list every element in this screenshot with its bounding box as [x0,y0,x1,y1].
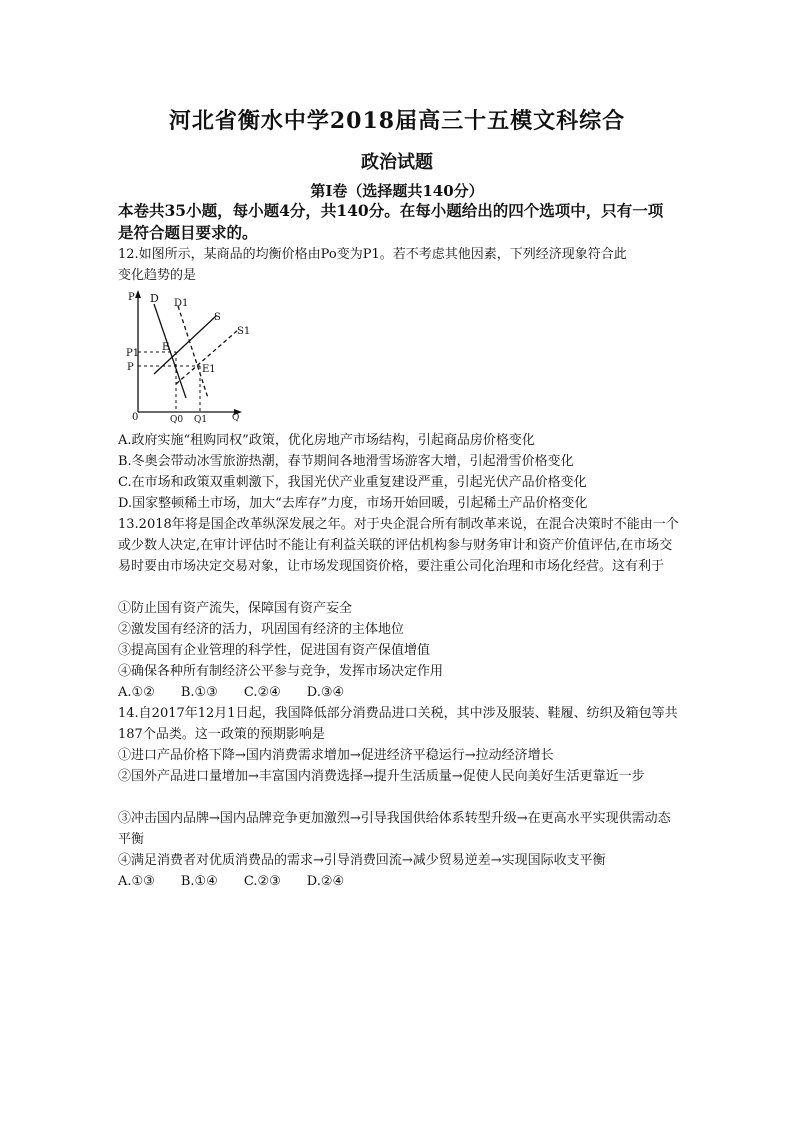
p-axis-arrow [135,290,141,298]
label-q0: Q0 [170,415,184,425]
q14-choice-c: C.②③ [243,874,281,889]
q14-choice-d: D.②④ [306,874,345,889]
q13-choice-a: A.①② [118,685,155,700]
q14-item-2: ②国外产品进口量增加→丰富国内消费选择→提升生活质量→促使人民向美好生活更靠近一步 [118,769,645,784]
label-e1: E1 [202,364,216,375]
q13-item-4: ④确保各种所有制经济公平参与竞争，发挥市场决定作用 [118,664,444,679]
q12-stem-line2: 变化趋势的是 [118,268,197,283]
q12-option-a: A.政府实施“租购同权”政策，优化房地产市场结构，引起商品房价格变化 [118,433,535,448]
label-q-axis: Q [232,413,240,423]
q14-stem: 14.自2017年12月1日起，我国降低部分消费品进口关税，其中涉及服装、鞋履、纺织及箱包等共187个品类。这一政策的预期影响是 [118,706,678,742]
supply-curve-s1 [176,330,238,384]
label-p1: P1 [126,348,140,359]
exam-subtitle: 政治试题 [361,152,433,173]
demand-curve-d [154,304,186,398]
q14-choices [118,871,370,892]
q13-choice-b: B.①③ [180,685,218,700]
instructions: 本卷共35小题，每小题4分，共140分。在每小题给出的四个选项中，只有一项是符合题目要求的。 [118,201,664,242]
label-p: P [127,362,134,373]
label-d: D [150,292,159,305]
section-heading: 第Ⅰ卷（选择题共140分） [310,182,484,200]
label-s1: S1 [237,326,251,337]
q12-option-c: C.在市场和政策双重刺激下，我国光伏产业重复建设严重，引起光伏产品价格变化 [118,475,587,490]
label-d1: D1 [174,298,189,309]
q14-item-4: ④满足消费者对优质消费品的需求→引导消费回流→减少贸易逆差→实现国际收支平衡 [118,853,606,868]
q13-item-2: ②激发国有经济的活力，巩固国有经济的主体地位 [118,622,405,637]
demand-curve-d1 [178,306,208,398]
q12-option-b: B.冬奥会带动冰雪旅游热潮，春节期间各地滑雪场游客大增，引起滑雪价格变化 [118,454,574,469]
q13-item-1: ①防止国有资产流失，保障国有资产妄全 [118,601,353,616]
label-e: E [162,342,170,353]
q14-choice-b: B.①④ [180,874,218,889]
label-p-axis: P [128,292,135,303]
q13-stem: 13.2018年将是国企改革纵深发展之年。对于央企混合所有制改革来说，在混合决策时不能由一个或少数人决定,在审计评估时不能让有利益关联的评估机构参与财务审计和资产价值评估,在市场交易时要由市场决定交易对象，让市场发现国资价格，要注重公司化治理和市场化经营。这有利于 [118,517,679,574]
q13-choices [118,682,370,703]
label-q1: Q1 [194,415,208,425]
q14-item-1: ①进口产品价格下降→国内消费需求增加→促进经济平稳运行→拉动经济增长 [118,748,554,763]
label-s: S [214,312,221,323]
q13-choice-c: C.②④ [243,685,281,700]
q12-stem-line1: 12.如图所示，某商品的均衡价格由Po变为P1。若不考虑其他因素，下列经济现象符合此 [118,247,627,262]
exam-title: 河北省衡水中学2018届高三十五模文科综合 [168,108,626,134]
supply-demand-graph [118,286,258,426]
label-origin: 0 [132,412,139,423]
q13-choice-d: D.③④ [306,685,345,700]
q14-choice-a: A.①③ [118,874,155,889]
q13-item-3: ③提高国有企业管理的科学性，促进国有资产保值增值 [118,643,431,658]
q14-item-3: ③冲击国内品牌→国内品牌竞争更加激烈→引导我国供给体系转型升级→在更高水平实现供需动态平衡 [118,811,671,847]
q12-option-d: D.国家整顿稀土市场，加大“去库存”力度，市场开始回暖，引起稀土产品价格变化 [118,496,588,511]
